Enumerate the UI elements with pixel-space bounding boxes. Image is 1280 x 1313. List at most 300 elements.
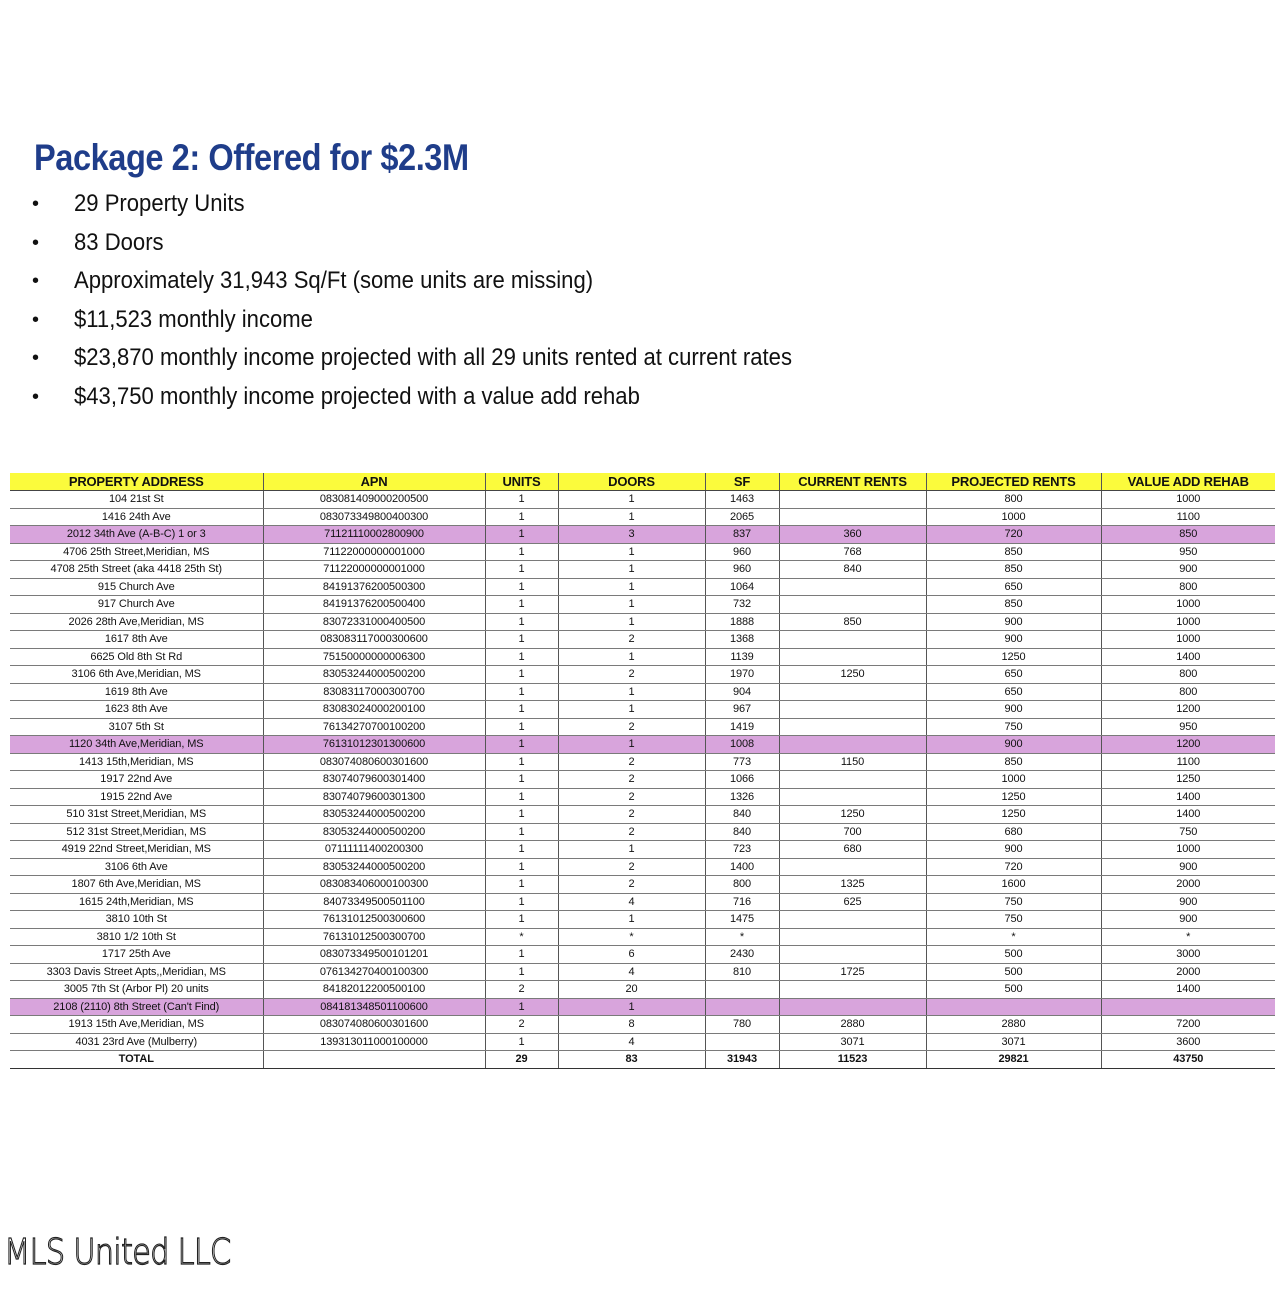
col-apn-cell: 083074080600301600 [263, 1016, 485, 1034]
col-apn-cell: 76131012500300600 [263, 911, 485, 929]
col-value-add-rehab-cell: 850 [1101, 526, 1275, 544]
table-row [10, 736, 1275, 754]
col-value-add-rehab-cell: 950 [1101, 718, 1275, 736]
col-apn-cell: 83074079600301400 [263, 771, 485, 789]
col-sf-cell: 904 [705, 683, 779, 701]
col-apn-cell: 76131012500300700 [263, 928, 485, 946]
col-units-cell: 1 [485, 666, 558, 684]
col-current-rents-cell: 3071 [779, 1033, 926, 1051]
col-doors-cell: 1 [558, 911, 705, 929]
col-sf-cell: 723 [705, 841, 779, 859]
col-sf-cell: 1008 [705, 736, 779, 754]
table-row [10, 753, 1275, 771]
col-apn-cell: 07111111400200300 [263, 841, 485, 859]
bullet-dot-icon: • [32, 308, 40, 331]
col-units-cell: 1 [485, 526, 558, 544]
col-doors-cell: 1 [558, 613, 705, 631]
col-value-add-rehab-cell: 1400 [1101, 788, 1275, 806]
col-units-cell: 1 [485, 596, 558, 614]
col-units-cell: 1 [485, 578, 558, 596]
col-apn-cell: 083083117000300600 [263, 631, 485, 649]
table-row [10, 596, 1275, 614]
col-current-rents-cell: 2880 [779, 1016, 926, 1034]
col-apn-cell: 083083406000100300 [263, 876, 485, 894]
col-current-rents-cell [779, 981, 926, 999]
col-sf-cell: 1888 [705, 613, 779, 631]
col-sf-total: 31943 [705, 1051, 779, 1069]
col-units-cell: * [485, 928, 558, 946]
col-projected-rents-cell: 2880 [926, 1016, 1101, 1034]
col-property-address-cell: 6625 Old 8th St Rd [10, 648, 263, 666]
col-sf-cell [705, 1033, 779, 1051]
col-property-address-cell: 3107 5th St [10, 718, 263, 736]
col-sf-cell: 800 [705, 876, 779, 894]
col-current-rents-cell [779, 596, 926, 614]
col-sf-cell: 1066 [705, 771, 779, 789]
col-doors-cell: 6 [558, 946, 705, 964]
col-value-add-rehab-cell: 1000 [1101, 613, 1275, 631]
col-apn-cell: 84182012200500100 [263, 981, 485, 999]
col-value-add-rehab-cell: 1000 [1101, 596, 1275, 614]
col-projected-rents-cell: 3071 [926, 1033, 1101, 1051]
col-projected-rents-cell: 900 [926, 701, 1101, 719]
col-doors-cell: 1 [558, 596, 705, 614]
col-current-rents-cell: 768 [779, 543, 926, 561]
col-units-cell: 1 [485, 963, 558, 981]
col-projected-rents-cell: 1000 [926, 508, 1101, 526]
col-current-rents-cell: 360 [779, 526, 926, 544]
col-projected-rents-cell: 750 [926, 718, 1101, 736]
col-projected-rents-cell: 720 [926, 526, 1101, 544]
col-doors-cell: 2 [558, 753, 705, 771]
col-value-add-rehab-cell: 900 [1101, 911, 1275, 929]
table-row [10, 578, 1275, 596]
col-doors-total: 83 [558, 1051, 705, 1069]
col-apn-cell: 83053244000500200 [263, 823, 485, 841]
col-value-add-rehab-cell: 1250 [1101, 771, 1275, 789]
table-row [10, 998, 1275, 1016]
col-doors-cell: 2 [558, 806, 705, 824]
table-row [10, 841, 1275, 859]
col-doors-cell: 1 [558, 578, 705, 596]
col-doors-cell: 1 [558, 998, 705, 1016]
col-value-add-rehab-cell: 900 [1101, 858, 1275, 876]
col-value-add-rehab-cell: 7200 [1101, 1016, 1275, 1034]
col-doors-cell: 2 [558, 858, 705, 876]
col-units-cell: 1 [485, 701, 558, 719]
table-row [10, 893, 1275, 911]
col-projected-rents-cell: 650 [926, 666, 1101, 684]
col-units-cell: 1 [485, 736, 558, 754]
col-units-cell: 1 [485, 543, 558, 561]
col-property-address-cell: 4031 23rd Ave (Mulberry) [10, 1033, 263, 1051]
col-property-address-cell: 4706 25th Street,Meridian, MS [10, 543, 263, 561]
col-apn-cell: 84073349500501100 [263, 893, 485, 911]
col-projected-rents-cell: 500 [926, 981, 1101, 999]
table-row [10, 823, 1275, 841]
col-projected-rents-cell: 750 [926, 893, 1101, 911]
table-row [10, 946, 1275, 964]
col-doors-header: DOORS [558, 473, 705, 491]
bullet-text: $11,523 monthly income [74, 305, 313, 333]
col-apn-cell: 084181348501100600 [263, 998, 485, 1016]
col-units-cell: 1 [485, 911, 558, 929]
bullet-dot-icon: • [32, 270, 40, 292]
col-property-address-cell: 3005 7th St (Arbor Pl) 20 units [10, 981, 263, 999]
col-sf-cell: 840 [705, 823, 779, 841]
col-sf-cell [705, 998, 779, 1016]
bullet-dot-icon: • [32, 347, 40, 369]
col-apn-cell: 139313011000100000 [263, 1033, 485, 1051]
col-projected-rents-cell: 850 [926, 596, 1101, 614]
col-doors-cell: 2 [558, 631, 705, 649]
col-value-add-rehab-cell: 800 [1101, 683, 1275, 701]
col-doors-cell: * [558, 928, 705, 946]
col-sf-cell: 732 [705, 596, 779, 614]
col-property-address-cell: 1623 8th Ave [10, 701, 263, 719]
col-current-rents-cell: 700 [779, 823, 926, 841]
col-current-rents-cell: 680 [779, 841, 926, 859]
col-value-add-rehab-cell: 1200 [1101, 701, 1275, 719]
col-doors-cell: 1 [558, 561, 705, 579]
col-sf-cell: 1463 [705, 491, 779, 509]
col-property-address-cell: 915 Church Ave [10, 578, 263, 596]
col-apn-cell: 71121110002800900 [263, 526, 485, 544]
col-value-add-rehab-cell: 3000 [1101, 946, 1275, 964]
col-sf-cell: 1064 [705, 578, 779, 596]
col-apn-cell: 083073349800400300 [263, 508, 485, 526]
col-doors-cell: 8 [558, 1016, 705, 1034]
bullet-text: 29 Property Units [74, 190, 245, 217]
col-apn-cell: 84191376200500300 [263, 578, 485, 596]
col-sf-cell: 773 [705, 753, 779, 771]
table-row [10, 806, 1275, 824]
col-current-rents-header: CURRENT RENTS [779, 473, 926, 491]
col-property-address-header: PROPERTY ADDRESS [10, 473, 263, 491]
col-projected-rents-total: 29821 [926, 1051, 1101, 1069]
col-current-rents-cell [779, 788, 926, 806]
col-doors-cell: 4 [558, 1033, 705, 1051]
col-current-rents-cell [779, 998, 926, 1016]
col-value-add-rehab-cell: 1200 [1101, 736, 1275, 754]
summary-bullet [30, 301, 854, 340]
col-current-rents-cell [779, 946, 926, 964]
col-apn-header: APN [263, 473, 485, 491]
col-property-address-cell: 3303 Davis Street Apts,,Meridian, MS [10, 963, 263, 981]
col-projected-rents-cell: 680 [926, 823, 1101, 841]
col-property-address-cell: 2012 34th Ave (A-B-C) 1 or 3 [10, 526, 263, 544]
col-apn-cell: 71122000000001000 [263, 561, 485, 579]
table-row [10, 526, 1275, 544]
col-property-address-total: TOTAL [10, 1051, 263, 1069]
table-row [10, 683, 1275, 701]
table-header-row [10, 473, 1275, 491]
col-property-address-cell: 3106 6th Ave [10, 858, 263, 876]
table-row [10, 543, 1275, 561]
col-sf-cell: * [705, 928, 779, 946]
col-value-add-rehab-cell: 3600 [1101, 1033, 1275, 1051]
col-projected-rents-cell: 1250 [926, 806, 1101, 824]
col-value-add-rehab-header: VALUE ADD REHAB [1101, 473, 1275, 491]
col-sf-cell: 840 [705, 806, 779, 824]
col-projected-rents-cell: 720 [926, 858, 1101, 876]
col-value-add-rehab-cell: 750 [1101, 823, 1275, 841]
col-sf-cell: 1419 [705, 718, 779, 736]
watermark-logo-text: MLS United LLC [4, 1232, 231, 1273]
col-units-cell: 1 [485, 491, 558, 509]
col-property-address-cell: 1717 25th Ave [10, 946, 263, 964]
col-sf-cell: 1475 [705, 911, 779, 929]
col-value-add-rehab-cell: 800 [1101, 666, 1275, 684]
table-row [10, 788, 1275, 806]
col-apn-total [263, 1051, 485, 1069]
col-property-address-cell: 917 Church Ave [10, 596, 263, 614]
bullet-text: $23,870 monthly income projected with all 29 units rented at current rates [74, 344, 793, 371]
col-value-add-rehab-cell [1101, 998, 1275, 1016]
col-property-address-cell: 1619 8th Ave [10, 683, 263, 701]
col-projected-rents-cell: 850 [926, 543, 1101, 561]
col-projected-rents-cell: 850 [926, 753, 1101, 771]
col-current-rents-cell: 840 [779, 561, 926, 579]
col-doors-cell: 2 [558, 823, 705, 841]
col-property-address-cell: 2026 28th Ave,Meridian, MS [10, 613, 263, 631]
col-sf-cell: 780 [705, 1016, 779, 1034]
col-property-address-cell: 510 31st Street,Meridian, MS [10, 806, 263, 824]
col-projected-rents-cell: 650 [926, 578, 1101, 596]
table-row [10, 631, 1275, 649]
col-property-address-cell: 104 21st St [10, 491, 263, 509]
col-doors-cell: 1 [558, 491, 705, 509]
bullet-text: Approximately 31,943 Sq/Ft (some units are missing) [74, 267, 594, 294]
col-current-rents-cell: 1250 [779, 666, 926, 684]
table-row [10, 1016, 1275, 1034]
col-sf-cell: 1139 [705, 648, 779, 666]
col-value-add-rehab-cell: 900 [1101, 561, 1275, 579]
col-units-cell: 1 [485, 946, 558, 964]
col-current-rents-cell [779, 771, 926, 789]
col-property-address-cell: 1615 24th,Meridian, MS [10, 893, 263, 911]
col-property-address-cell: 1416 24th Ave [10, 508, 263, 526]
table-row [10, 491, 1275, 509]
col-projected-rents-cell: 750 [926, 911, 1101, 929]
col-units-cell: 1 [485, 823, 558, 841]
col-doors-cell: 20 [558, 981, 705, 999]
col-property-address-cell: 2108 (2110) 8th Street (Can't Find) [10, 998, 263, 1016]
col-units-cell: 1 [485, 508, 558, 526]
table-total-row [10, 1051, 1275, 1069]
col-property-address-cell: 3810 10th St [10, 911, 263, 929]
col-units-cell: 1 [485, 893, 558, 911]
col-projected-rents-cell: 900 [926, 841, 1101, 859]
summary-bullet [30, 224, 854, 263]
col-apn-cell: 84191376200500400 [263, 596, 485, 614]
col-apn-cell: 83053244000500200 [263, 806, 485, 824]
bullet-text: $43,750 monthly income projected with a value add rehab [74, 382, 640, 410]
bullet-dot-icon: • [32, 193, 40, 215]
col-sf-cell: 837 [705, 526, 779, 544]
col-property-address-cell: 4708 25th Street (aka 4418 25th St) [10, 561, 263, 579]
col-apn-cell: 76131012301300600 [263, 736, 485, 754]
col-projected-rents-cell: 900 [926, 736, 1101, 754]
col-property-address-cell: 1917 22nd Ave [10, 771, 263, 789]
col-property-address-cell: 3810 1/2 10th St [10, 928, 263, 946]
col-sf-cell: 1400 [705, 858, 779, 876]
col-current-rents-cell [779, 858, 926, 876]
col-current-rents-cell [779, 508, 926, 526]
col-value-add-rehab-cell: 950 [1101, 543, 1275, 561]
col-property-address-cell: 1807 6th Ave,Meridian, MS [10, 876, 263, 894]
col-doors-cell: 2 [558, 771, 705, 789]
col-units-cell: 1 [485, 998, 558, 1016]
col-doors-cell: 1 [558, 701, 705, 719]
col-sf-cell: 810 [705, 963, 779, 981]
col-doors-cell: 4 [558, 893, 705, 911]
col-doors-cell: 1 [558, 841, 705, 859]
col-apn-cell: 076134270400100300 [263, 963, 485, 981]
col-projected-rents-cell: 900 [926, 631, 1101, 649]
col-current-rents-cell: 1250 [779, 806, 926, 824]
col-value-add-rehab-cell: 1100 [1101, 753, 1275, 771]
col-units-cell: 1 [485, 771, 558, 789]
col-units-cell: 1 [485, 876, 558, 894]
col-current-rents-total: 11523 [779, 1051, 926, 1069]
col-property-address-cell: 1413 15th,Meridian, MS [10, 753, 263, 771]
table-row [10, 648, 1275, 666]
col-projected-rents-cell: 900 [926, 613, 1101, 631]
col-sf-cell: 716 [705, 893, 779, 911]
col-sf-cell [705, 981, 779, 999]
table-row [10, 701, 1275, 719]
col-projected-rents-cell: 850 [926, 561, 1101, 579]
table-row [10, 858, 1275, 876]
table-row [10, 981, 1275, 999]
bullet-dot-icon: • [32, 231, 40, 254]
summary-bullet-list [30, 185, 854, 416]
col-units-cell: 1 [485, 806, 558, 824]
col-current-rents-cell [779, 928, 926, 946]
col-property-address-cell: 512 31st Street,Meridian, MS [10, 823, 263, 841]
col-projected-rents-cell: 500 [926, 963, 1101, 981]
table-row [10, 963, 1275, 981]
summary-bullet [30, 378, 854, 417]
col-apn-cell: 083073349500101201 [263, 946, 485, 964]
col-value-add-rehab-cell: 1400 [1101, 648, 1275, 666]
col-projected-rents-cell: 800 [926, 491, 1101, 509]
col-units-cell: 2 [485, 1016, 558, 1034]
col-value-add-rehab-cell: * [1101, 928, 1275, 946]
table-row [10, 666, 1275, 684]
col-doors-cell: 2 [558, 666, 705, 684]
col-value-add-rehab-cell: 1400 [1101, 806, 1275, 824]
col-sf-cell: 2430 [705, 946, 779, 964]
col-apn-cell: 71122000000001000 [263, 543, 485, 561]
col-current-rents-cell [779, 631, 926, 649]
col-projected-rents-cell: 1250 [926, 788, 1101, 806]
property-table [10, 473, 1275, 1069]
col-doors-cell: 4 [558, 963, 705, 981]
col-projected-rents-cell: 1250 [926, 648, 1101, 666]
col-units-cell: 1 [485, 1033, 558, 1051]
col-sf-header: SF [705, 473, 779, 491]
col-doors-cell: 3 [558, 526, 705, 544]
col-current-rents-cell [779, 911, 926, 929]
col-apn-cell: 75150000000006300 [263, 648, 485, 666]
col-doors-cell: 1 [558, 543, 705, 561]
table-row [10, 613, 1275, 631]
col-projected-rents-cell: 1000 [926, 771, 1101, 789]
col-units-cell: 1 [485, 561, 558, 579]
summary-bullet [30, 262, 854, 301]
col-projected-rents-cell: * [926, 928, 1101, 946]
col-value-add-rehab-cell: 1000 [1101, 841, 1275, 859]
col-current-rents-cell [779, 718, 926, 736]
col-value-add-rehab-cell: 1400 [1101, 981, 1275, 999]
col-units-cell: 1 [485, 613, 558, 631]
col-property-address-cell: 4919 22nd Street,Meridian, MS [10, 841, 263, 859]
col-apn-cell: 83053244000500200 [263, 666, 485, 684]
col-property-address-cell: 1913 15th Ave,Meridian, MS [10, 1016, 263, 1034]
col-value-add-rehab-cell: 2000 [1101, 963, 1275, 981]
col-current-rents-cell: 1725 [779, 963, 926, 981]
col-apn-cell: 083074080600301600 [263, 753, 485, 771]
table-row [10, 928, 1275, 946]
col-current-rents-cell: 1150 [779, 753, 926, 771]
col-value-add-rehab-cell: 2000 [1101, 876, 1275, 894]
table-row [10, 1033, 1275, 1051]
col-doors-cell: 1 [558, 683, 705, 701]
col-apn-cell: 83083117000300700 [263, 683, 485, 701]
col-apn-cell: 83053244000500200 [263, 858, 485, 876]
col-units-cell: 2 [485, 981, 558, 999]
col-apn-cell: 83074079600301300 [263, 788, 485, 806]
col-value-add-rehab-cell: 1100 [1101, 508, 1275, 526]
col-current-rents-cell [779, 701, 926, 719]
col-current-rents-cell [779, 491, 926, 509]
col-apn-cell: 083081409000200500 [263, 491, 485, 509]
col-apn-cell: 83083024000200100 [263, 701, 485, 719]
col-current-rents-cell [779, 648, 926, 666]
col-units-cell: 1 [485, 648, 558, 666]
col-sf-cell: 1326 [705, 788, 779, 806]
col-current-rents-cell: 1325 [779, 876, 926, 894]
col-value-add-rehab-cell: 800 [1101, 578, 1275, 596]
col-doors-cell: 1 [558, 508, 705, 526]
bullet-text: 83 Doors [74, 228, 164, 256]
col-projected-rents-cell [926, 998, 1101, 1016]
page-title: Package 2: Offered for $2.3M [34, 137, 469, 178]
col-sf-cell: 1970 [705, 666, 779, 684]
col-value-add-rehab-cell: 1000 [1101, 631, 1275, 649]
col-units-cell: 1 [485, 753, 558, 771]
col-apn-cell: 76134270700100200 [263, 718, 485, 736]
col-property-address-cell: 3106 6th Ave,Meridian, MS [10, 666, 263, 684]
col-current-rents-cell [779, 578, 926, 596]
col-current-rents-cell [779, 683, 926, 701]
col-property-address-cell: 1915 22nd Ave [10, 788, 263, 806]
col-doors-cell: 2 [558, 718, 705, 736]
table-row [10, 771, 1275, 789]
col-sf-cell: 960 [705, 561, 779, 579]
col-units-cell: 1 [485, 631, 558, 649]
col-sf-cell: 1368 [705, 631, 779, 649]
col-doors-cell: 2 [558, 788, 705, 806]
bullet-dot-icon: • [32, 385, 40, 408]
col-property-address-cell: 1617 8th Ave [10, 631, 263, 649]
col-current-rents-cell: 625 [779, 893, 926, 911]
col-apn-cell: 83072331000400500 [263, 613, 485, 631]
col-sf-cell: 960 [705, 543, 779, 561]
col-units-cell: 1 [485, 683, 558, 701]
